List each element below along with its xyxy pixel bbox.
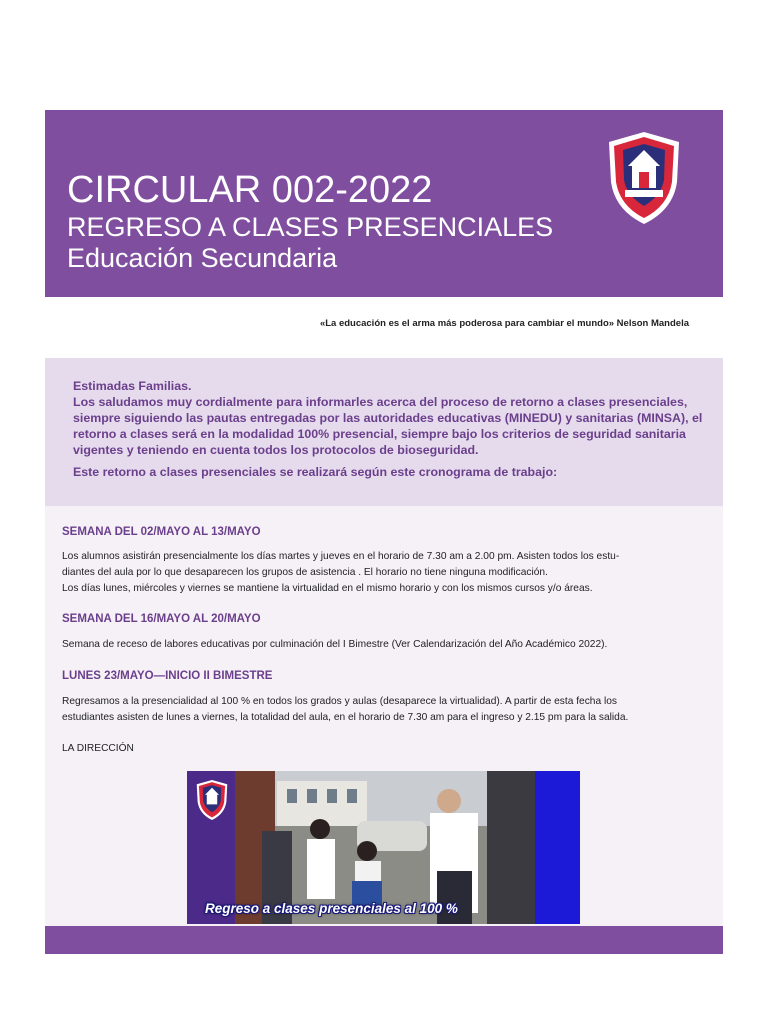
return-to-class-photo — [187, 771, 580, 924]
photo-caption: Regreso a clases presenciales al 100 % — [205, 901, 458, 916]
section-heading-week-2: SEMANA DEL 16/MAYO AL 20/MAYO — [62, 613, 261, 625]
section-line: Los días lunes, miércoles y viernes se mantiene la virtualidad en el mismo horario y con los mismos cursos y/o áreas. — [62, 583, 593, 594]
section-line: Regresamos a la presencialidad al 100 % en todos los grados y aulas (desaparece la virtualidad). A partir de esta fecha los — [62, 696, 617, 707]
signature: LA DIRECCIÓN — [62, 743, 134, 754]
greeting-intro: Este retorno a clases presenciales se realizará según este cronograma de trabajo: — [73, 465, 558, 479]
section-heading-bimester-start: LUNES 23/MAYO—INICIO II BIMESTRE — [62, 670, 273, 682]
school-crest-icon — [195, 779, 229, 821]
greeting-box — [45, 358, 723, 506]
section-heading-week-1: SEMANA DEL 02/MAYO AL 13/MAYO — [62, 526, 261, 538]
header-banner — [45, 110, 723, 297]
section-body-week-1 — [62, 549, 702, 597]
school-crest-icon — [605, 130, 683, 226]
footer-bar — [45, 926, 723, 954]
section-line: diantes del aula por lo que desaparecen los grupos de asistencia . El horario no tiene ninguna modificación. — [62, 567, 548, 578]
greeting-text — [73, 378, 703, 480]
section-body-bimester-start — [62, 694, 702, 726]
section-line: Semana de receso de labores educativas por culminación del I Bimestre (Ver Calendarización del Año Académico 2022). — [62, 639, 608, 650]
circular-title: CIRCULAR 002-2022 — [67, 169, 433, 211]
greeting-body: Los saludamos muy cordialmente para informarles acerca del proceso de retorno a clases presenciales, siempre siguiendo las pautas entregadas por las autoridades educativas (MINEDU) y sanitarias (MINSA), el retorno a clases será en la modalidad 100% presencial, siempre bajo los criterios de seguridad sanitaria vigentes y teniendo en cuenta todos los protocolos de bioseguridad. — [73, 395, 703, 457]
mandela-quote: «La educación es el arma más poderosa para cambiar el mundo» Nelson Mandela — [319, 318, 689, 329]
circular-subtitle: REGRESO A CLASES PRESENCIALES — [67, 212, 554, 242]
greeting-salutation: Estimadas Familias. — [73, 379, 192, 393]
section-line: Los alumnos asistirán presencialmente los días martes y jueves en el horario de 7.30 am a 2.00 pm. Asisten todos los estu- — [62, 551, 620, 562]
section-body-week-2 — [62, 637, 702, 653]
section-line: estudiantes asisten de lunes a viernes, la totalidad del aula, en el horario de 7.30 am para el ingreso y 2.15 pm para la salida. — [62, 712, 629, 723]
circular-level: Educación Secundaria — [67, 243, 338, 273]
